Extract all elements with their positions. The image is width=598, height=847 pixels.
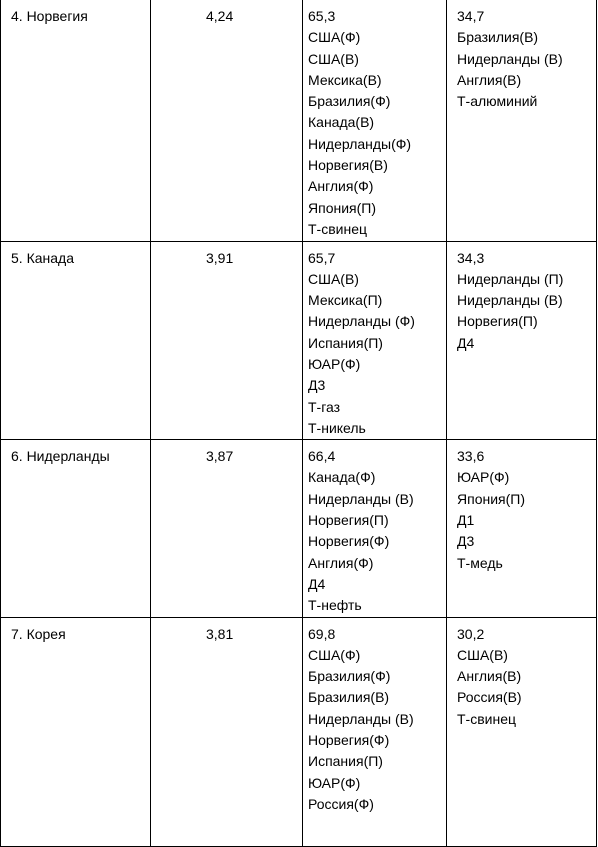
right-share-cell — [447, 0, 597, 241]
cell-line: Япония(П) — [457, 490, 525, 507]
right-share-cell — [447, 617, 597, 846]
cell-line: Нидерланды (Ф) — [308, 313, 415, 330]
index-cell: 3,91 — [151, 241, 303, 440]
cell-line: Т-свинец — [457, 710, 517, 727]
cell-line: Канада(В) — [308, 114, 375, 131]
cell-line: Т-алюминий — [457, 93, 538, 110]
cell-line: ЮАР(Ф) — [457, 469, 510, 486]
cell-line: 65,7 — [308, 249, 336, 266]
table-row — [1, 440, 597, 617]
cell-line: Канада(Ф) — [308, 469, 376, 486]
cell-line: Д3 — [308, 377, 326, 394]
cell-line: Т-медь — [457, 554, 503, 571]
cell-line: Испания(П) — [308, 334, 383, 351]
cell-line: Мексика(П) — [308, 292, 383, 309]
left-share-cell — [303, 617, 447, 846]
table-row — [1, 617, 597, 846]
cell-line: Англия(Ф) — [308, 178, 374, 195]
cell-line: Д4 — [457, 334, 475, 351]
cell-line: Д4 — [308, 575, 326, 592]
cell-line: 30,2 — [457, 625, 485, 642]
cell-line: Россия(Ф) — [308, 795, 374, 812]
cell-line: Т-никель — [308, 419, 366, 436]
table-body — [1, 0, 597, 846]
index-cell: 3,87 — [151, 440, 303, 617]
cell-line: Англия(В) — [457, 668, 522, 685]
cell-line: Нидерланды (В) — [457, 292, 563, 309]
country-cell: 5. Канада — [1, 241, 151, 440]
cell-line: Бразилия(Ф) — [308, 93, 391, 110]
right-share-cell — [447, 440, 597, 617]
cell-line: 65,3 — [308, 8, 336, 24]
cell-line: Т-нефть — [308, 597, 362, 614]
cell-line: Мексика(В) — [308, 71, 382, 88]
cell-line: Норвегия(П) — [308, 512, 389, 529]
cell-line: Нидерланды (П) — [457, 270, 564, 287]
left-share-cell — [303, 0, 447, 241]
country-cell: 4. Норвегия — [1, 0, 151, 241]
country-cell: 7. Корея — [1, 617, 151, 846]
cell-line: Япония(П) — [308, 199, 376, 216]
cell-line: Бразилия(В) — [308, 689, 390, 706]
right-share-cell — [447, 241, 597, 440]
cell-line: США(В) — [308, 50, 359, 67]
cell-line: 33,6 — [457, 448, 485, 465]
cell-line: Норвегия(В) — [308, 157, 388, 174]
index-cell: 4,24 — [151, 0, 303, 241]
cell-line: Нидерланды (В) — [308, 710, 414, 727]
cell-line: Англия(Ф) — [308, 554, 374, 571]
cell-line: 34,3 — [457, 249, 485, 266]
cell-line: Бразилия(Ф) — [308, 668, 391, 685]
cell-line: США(В) — [308, 270, 359, 287]
cell-line: Норвегия(П) — [457, 313, 538, 330]
cell-line: 69,8 — [308, 625, 336, 642]
cell-line: Россия(В) — [457, 689, 522, 706]
index-cell: 3,81 — [151, 617, 303, 846]
cell-line: Норвегия(Ф) — [308, 732, 390, 749]
cell-line: ЮАР(Ф) — [308, 774, 361, 791]
table-row — [1, 0, 597, 241]
cell-line: Нидерланды (В) — [308, 490, 414, 507]
cell-line: Т-газ — [308, 398, 341, 415]
cell-line: 34,7 — [457, 8, 485, 24]
country-cell: 6. Нидерланды — [1, 440, 151, 617]
cell-line: 66,4 — [308, 448, 336, 465]
left-share-cell — [303, 241, 447, 440]
cell-line: США(Ф) — [308, 29, 361, 46]
left-share-cell — [303, 440, 447, 617]
cell-line: ЮАР(Ф) — [308, 355, 361, 372]
cell-line: Норвегия(Ф) — [308, 533, 390, 550]
cell-line: Нидерланды (В) — [457, 50, 563, 67]
cell-line: Испания(П) — [308, 753, 383, 770]
cell-line: Т-свинец — [308, 220, 368, 237]
cell-line: Д3 — [457, 533, 475, 550]
cell-line: Нидерланды(Ф) — [308, 135, 412, 152]
cell-line: Д1 — [457, 512, 475, 529]
cell-line: США(Ф) — [308, 646, 361, 663]
cell-line: Бразилия(В) — [457, 29, 539, 46]
cell-line: США(В) — [457, 646, 508, 663]
table-row — [1, 241, 597, 440]
cell-line: Англия(В) — [457, 71, 522, 88]
